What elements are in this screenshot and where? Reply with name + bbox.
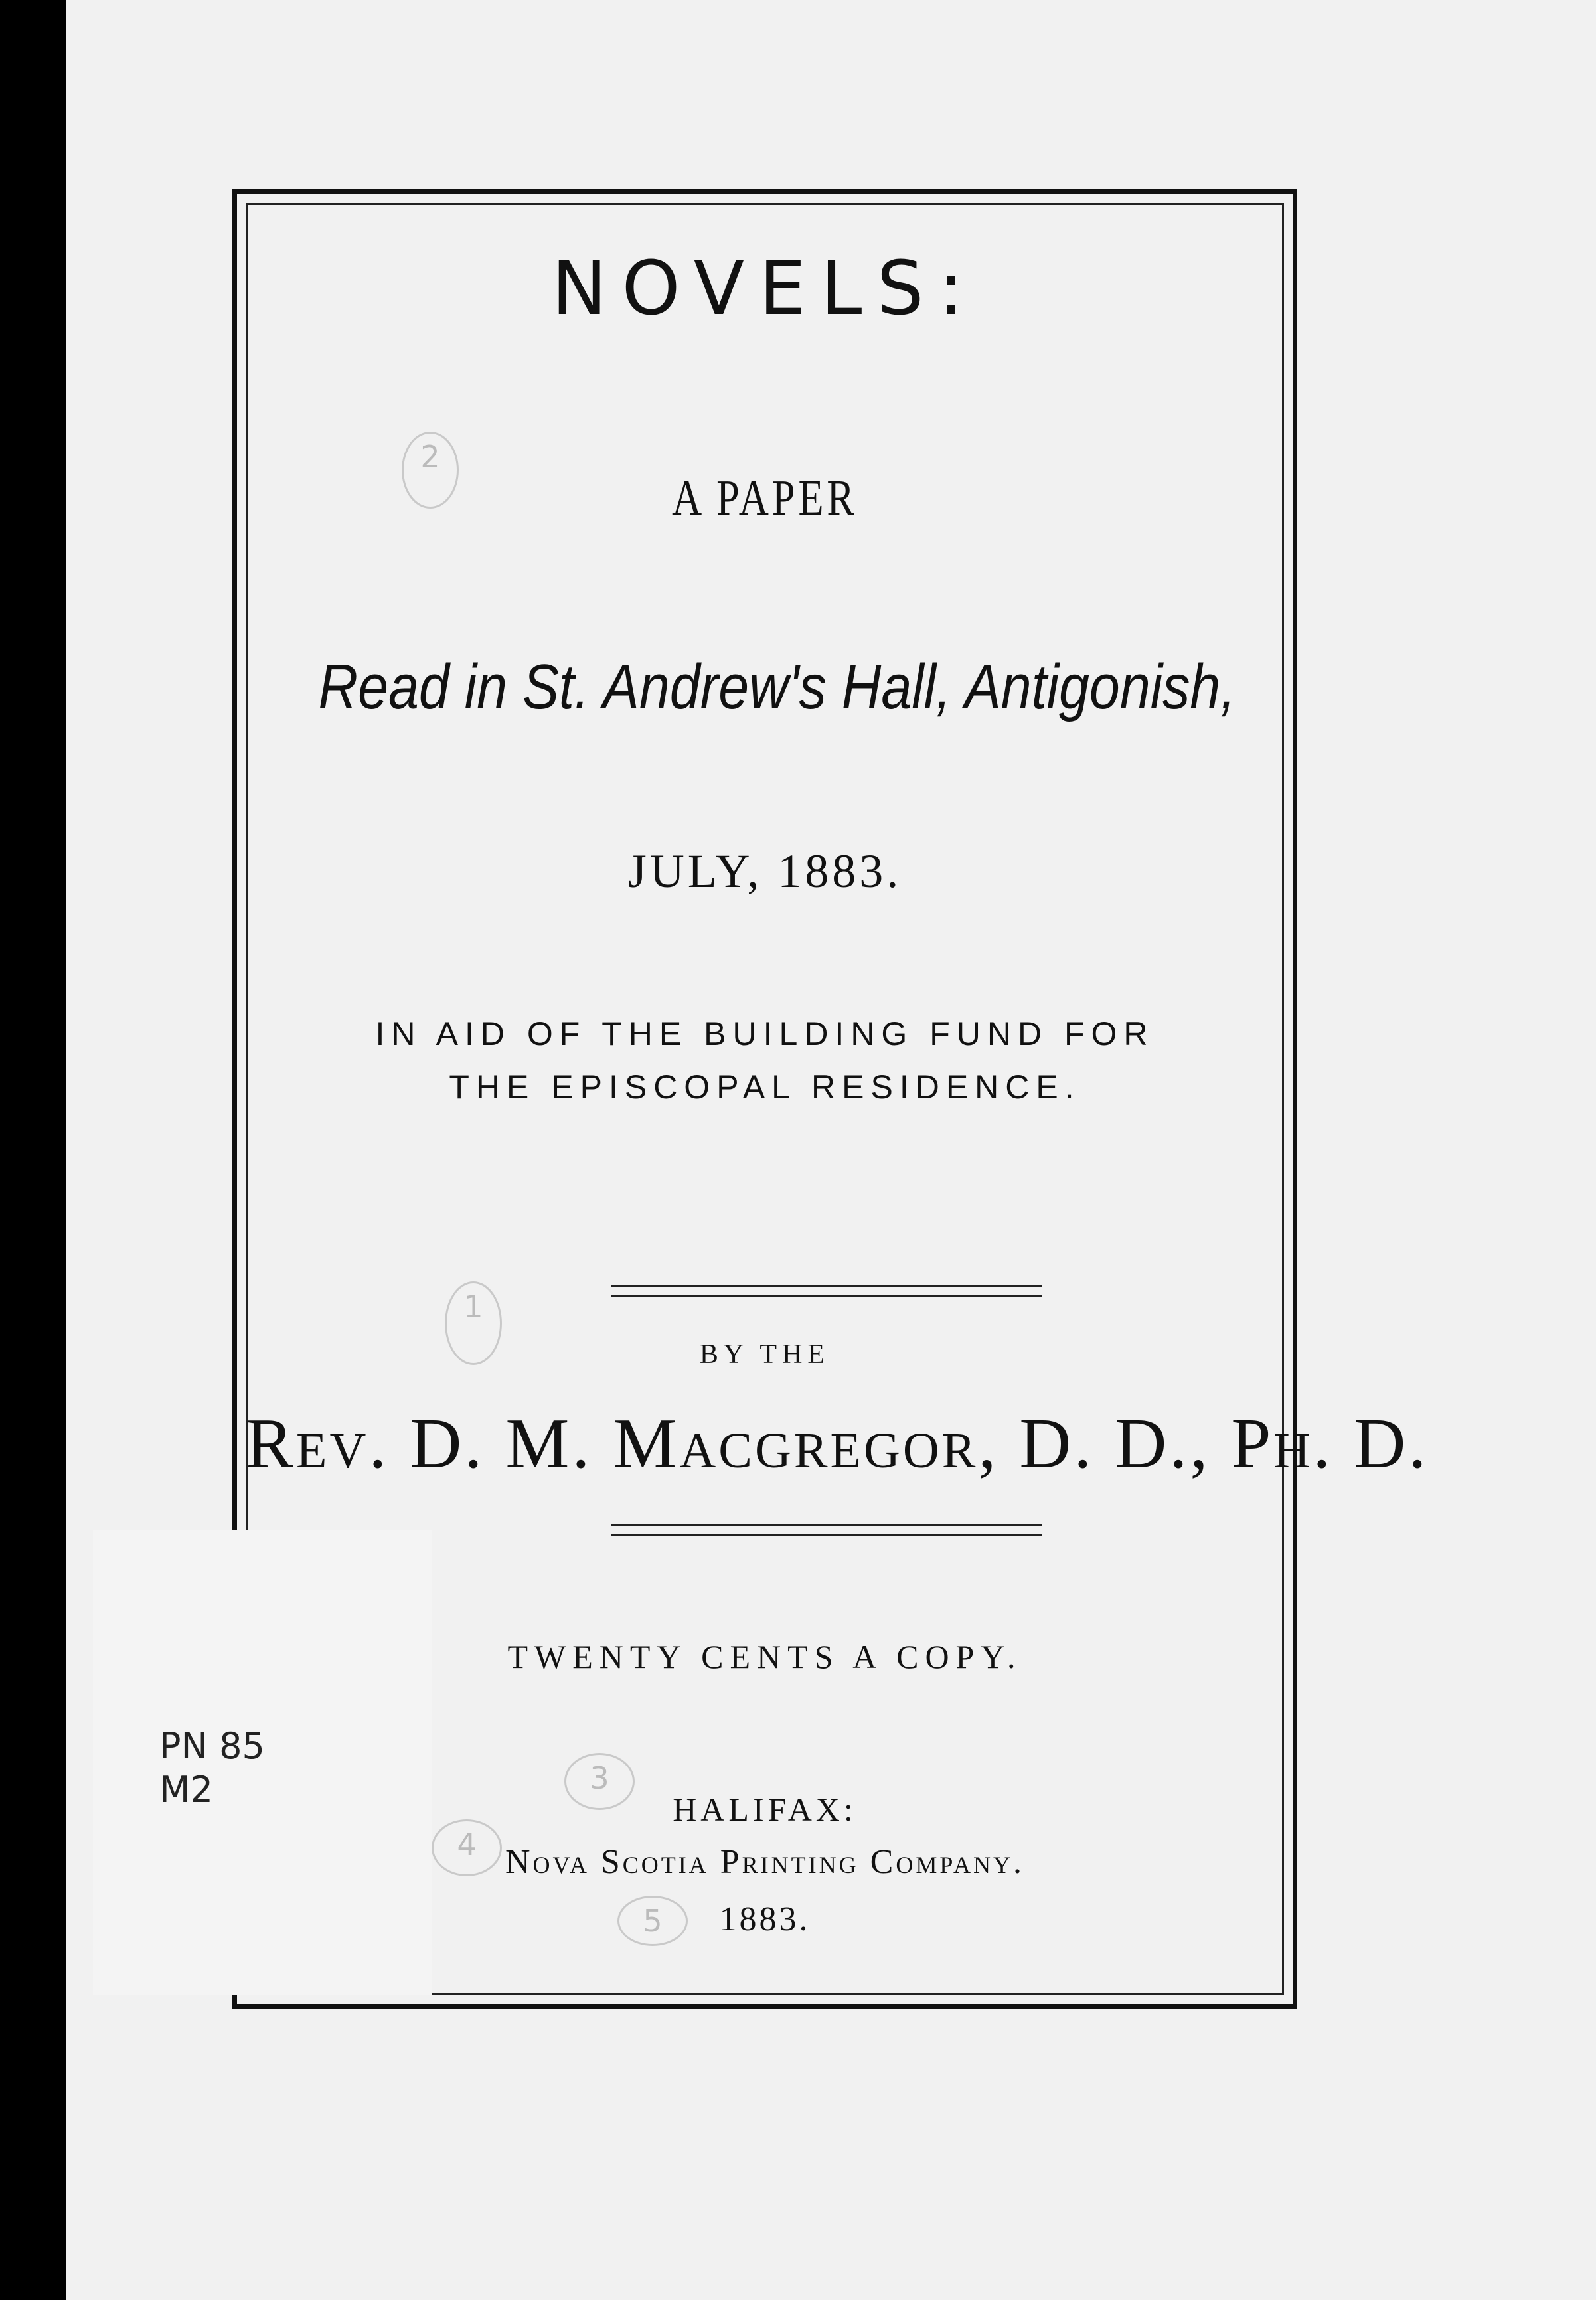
imprint-year: 1883. [719, 1900, 811, 1938]
call-number-line-2: M2 [159, 1769, 213, 1811]
date-line: JULY, 1883. [627, 845, 902, 898]
price-line: TWENTY CENTS A COPY. [507, 1638, 1022, 1675]
purpose-line-1: IN AID OF THE BUILDING FUND FOR [375, 1015, 1155, 1052]
call-number-line-1: PN 85 [159, 1725, 265, 1767]
title: NOVELS: [551, 246, 979, 332]
pencil-mark: 3 [564, 1753, 635, 1810]
author-name: Rev. D. M. Macgregor, D. D., Ph. D. [246, 1404, 1429, 1483]
imprint-printer: Nova Scotia Printing Company. [505, 1843, 1025, 1881]
purpose-line-2: THE EPISCOPAL RESIDENCE. [449, 1068, 1081, 1106]
double-rule-bottom [611, 1524, 1042, 1536]
double-rule-top [611, 1285, 1042, 1297]
venue-line: Read in St. Andrew's Hall, Antigonish, [318, 651, 1236, 722]
pencil-mark: 5 [617, 1896, 688, 1946]
pencil-mark: 1 [445, 1281, 502, 1365]
byline: BY THE [699, 1339, 831, 1370]
pencil-mark: 2 [402, 432, 459, 509]
imprint-city: HALIFAX: [673, 1791, 857, 1828]
pencil-mark: 4 [432, 1819, 502, 1876]
subtitle: A PAPER [672, 470, 858, 526]
